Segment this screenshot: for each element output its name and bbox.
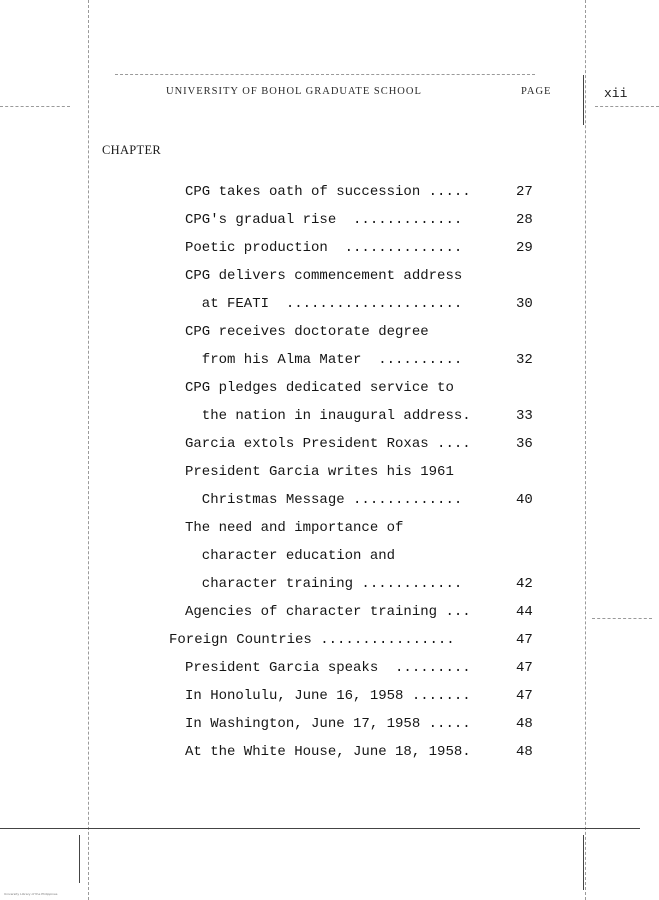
toc-entry: In Honolulu, June 16, 1958 ....... [185,688,471,704]
toc-page-number: 30 [516,296,533,312]
toc-page-number: 40 [516,492,533,508]
header-rule [115,74,535,75]
toc-page-number: 47 [516,688,533,704]
toc-entry: CPG's gradual rise ............. [185,212,463,228]
footer-note: University Library of the Philippines [4,892,58,896]
toc-entry: In Washington, June 17, 1958 ..... [185,716,471,732]
toc-entry: Poetic production .............. [185,240,463,256]
toc-page-number: 47 [516,632,533,648]
toc-entry: CPG receives doctorate degree [185,324,429,340]
toc-entry: Garcia extols President Roxas .... [185,436,471,452]
page-header-title: UNIVERSITY OF BOHOL GRADUATE SCHOOL [166,86,422,97]
toc-entry: President Garcia writes his 1961 [185,464,454,480]
side-right-dash [592,618,652,619]
toc-entry: Foreign Countries ................ [169,632,455,648]
page-column-label: PAGE [521,86,552,97]
top-right-dash [595,106,659,107]
toc-entry: character education and [185,548,396,564]
toc-entry: character training ............ [185,576,463,592]
toc-page-number: 48 [516,744,533,760]
top-left-dash [0,106,70,107]
toc-entry: President Garcia speaks ......... [185,660,471,676]
toc-entry: Christmas Message ............. [185,492,463,508]
toc-page-number: 44 [516,604,533,620]
toc-entry: CPG pledges dedicated service to [185,380,454,396]
toc-page-number: 32 [516,352,533,368]
bottom-right-tick [583,835,584,890]
toc-page-number: 28 [516,212,533,228]
toc-entry: The need and importance of [185,520,404,536]
toc-page-number: 27 [516,184,533,200]
toc-entry: at FEATI ..................... [185,296,463,312]
page-number: xii [604,86,628,101]
toc-entry: the nation in inaugural address. [185,408,471,424]
toc-page-number: 36 [516,436,533,452]
toc-page-number: 33 [516,408,533,424]
toc-page-number: 42 [516,576,533,592]
toc-entry: Agencies of character training ... [185,604,471,620]
toc-entry: CPG delivers commencement address [185,268,463,284]
toc-page-number: 48 [516,716,533,732]
bottom-rule [0,828,640,829]
toc-page-number: 47 [516,660,533,676]
toc-page-number: 29 [516,240,533,256]
toc-entry: At the White House, June 18, 1958. [185,744,471,760]
toc-entry: from his Alma Mater .......... [185,352,463,368]
chapter-label: CHAPTER [102,143,162,157]
right-frame-tick [583,75,584,125]
left-margin-line [88,0,89,900]
right-margin-line [585,0,586,900]
bottom-left-tick [79,835,80,883]
toc-entry: CPG takes oath of succession ..... [185,184,471,200]
